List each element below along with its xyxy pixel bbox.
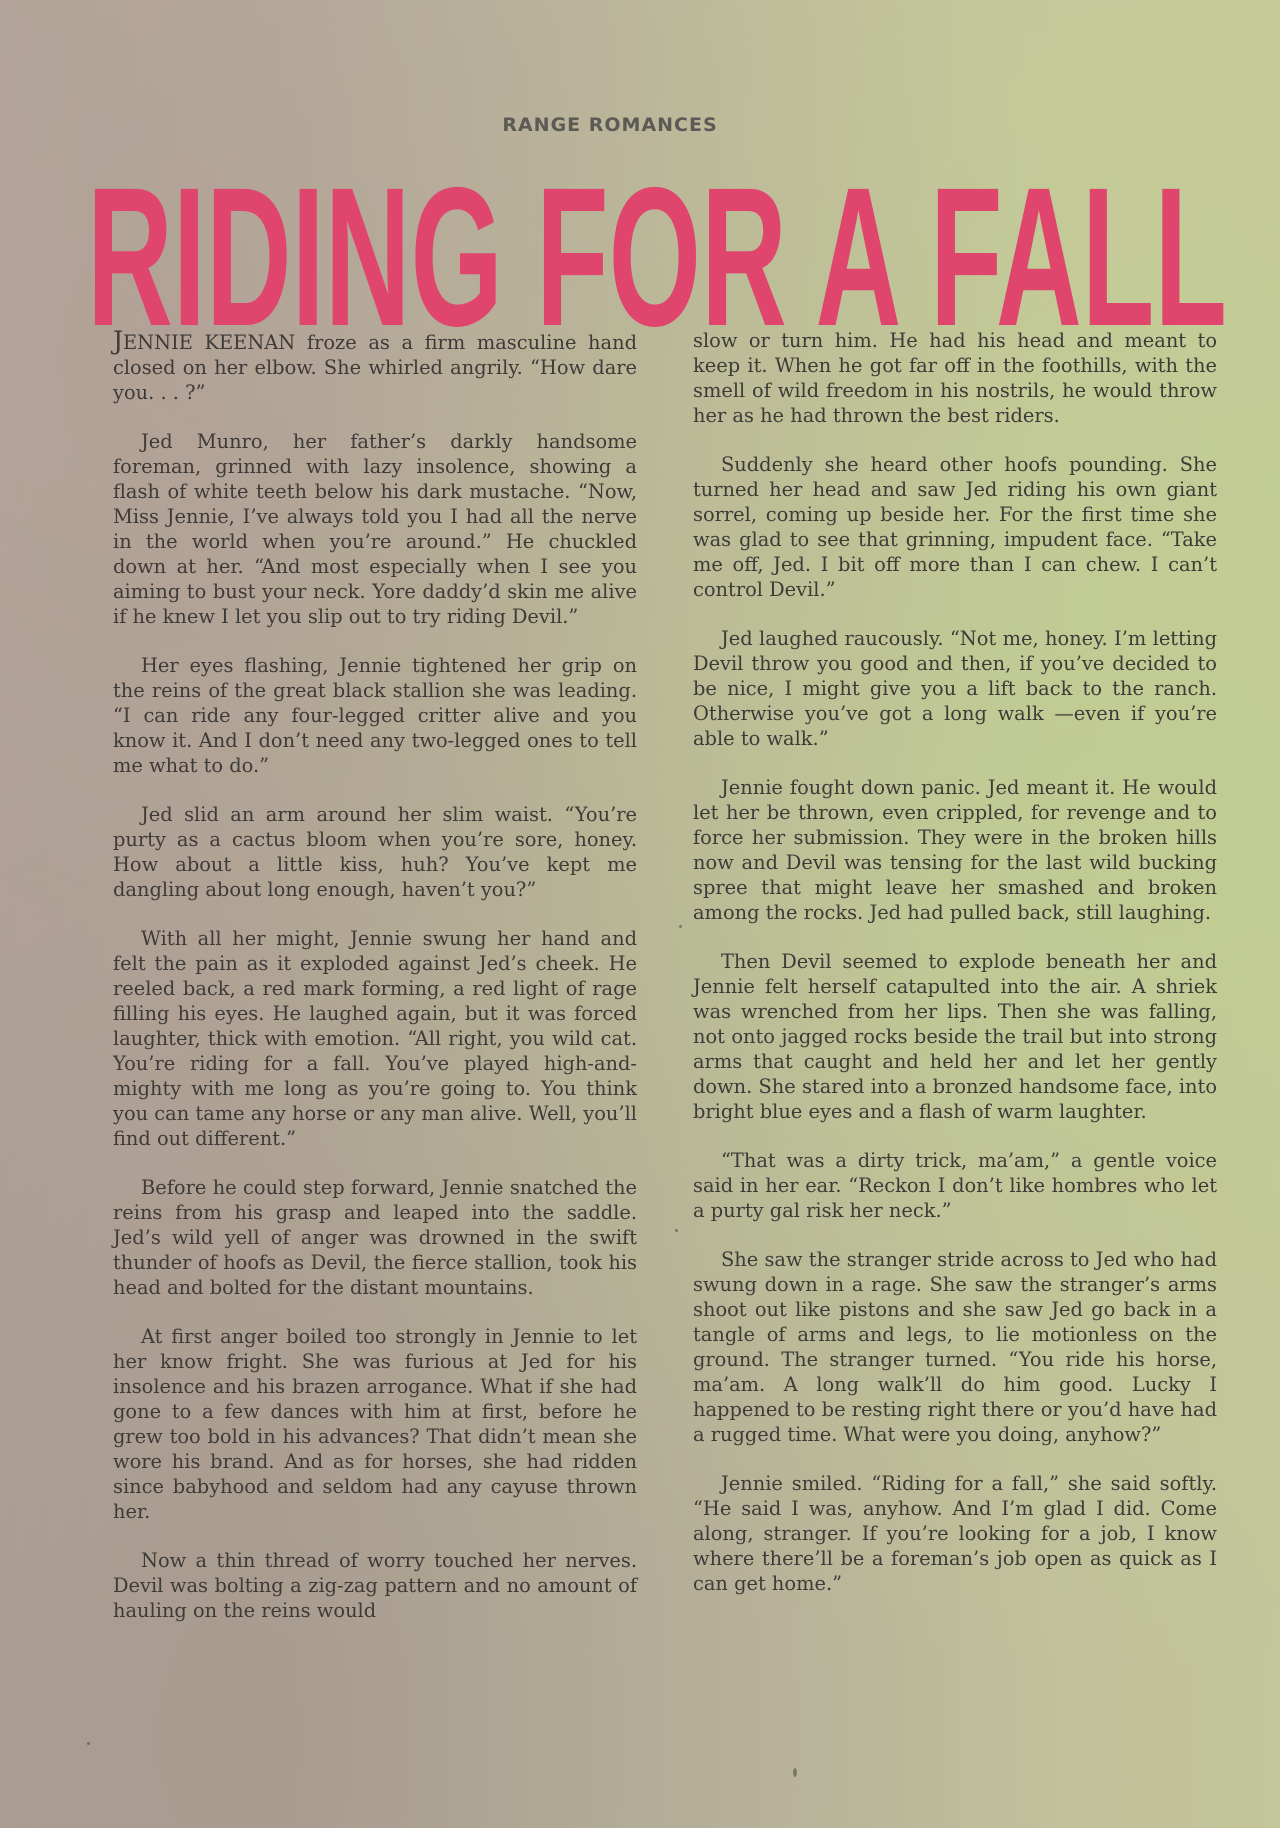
paragraph: At first anger boiled too strongly in Jennie to let her know fright. She was furious at Jed for his insolence and his brazen arrogance. What if she had gone to a few dances with him at first, before he grew too bold in his advances? That didn’t mean she wore his brand. And as for horses, she had ridden since babyhood and seldom had any cayuse thrown her. (113, 1325, 637, 1523)
paragraph: Suddenly she heard other hoofs pounding. She turned her head and saw Jed riding his own giant sorrel, coming up beside her. For the first time she was glad to see that grinning, impudent face. “Take me off, Jed. I bit off more than I can chew. I can’t control Devil.” (693, 453, 1217, 601)
paragraph: Then Devil seemed to explode beneath her and Jennie felt herself catapulted into the air. A shriek was wrenched from her lips. Then she was falling, not onto jagged rocks beside the trail but into strong arms that caught and held her and let her gently down. She stared into a bronzed handsome face, into bright blue eyes and a flash of warm laughter. (693, 950, 1217, 1123)
paper-speck (793, 1768, 797, 1777)
paragraph: Jennie fought down panic. Jed meant it. He would let her be thrown, even crippled, for revenge and to force her submission. They were in the broken hills now and Devil was tensing for the last wild bucking spree that might leave her smashed and broken among the rocks. Jed had pulled back, still laughing. (693, 776, 1217, 924)
paragraph: JENNIE KEENAN froze as a firm masculine hand closed on her elbow. She whirled angrily. “How dare you. . . ?” (113, 326, 637, 404)
paragraph: Her eyes flashing, Jennie tightened her grip on the reins of the great black stallion she was leading. “I can ride any four-legged critter alive and you know it. And I don’t need any two-legged ones to tell me what to do.” (113, 654, 637, 777)
paper-speck (679, 925, 682, 928)
paper-speck (87, 1742, 90, 1745)
paper-speck (675, 1229, 678, 1232)
paragraph: Before he could step forward, Jennie snatched the reins from his grasp and leaped into the saddle. Jed’s wild yell of anger was drowned in the swift thunder of hoofs as Devil, the fierce stallion, took his head and bolted for the distant mountains. (113, 1176, 637, 1299)
story-title-art (82, 140, 1232, 345)
story-title-text: RIDING FOR A FALL (86, 147, 1227, 345)
paragraph: Jennie smiled. “Riding for a fall,” she said softly. “He said I was, anyhow. And I’m glad I did. Come along, stranger. If you’re looking for a job, I know where there’ll be a foreman’s job open as quick as I can get home.” (693, 1472, 1217, 1595)
left-column (113, 328, 637, 1647)
paragraph: She saw the stranger stride across to Jed who had swung down in a rage. She saw the stranger’s arms shoot out like pistons and she saw Jed go back in a tangle of arms and legs, to lie motionless on the ground. The stranger turned. “You ride his horse, ma’am. A long walk’ll do him good. Lucky I happened to be resting right there or you’d have had a rugged time. What were you doing, anyhow?” (693, 1248, 1217, 1446)
paragraph: Jed Munro, her father’s darkly handsome foreman, grinned with lazy insolence, showing a flash of white teeth below his dark mustache. “Now, Miss Jennie, I’ve always told you I had all the nerve in the world when you’re around.” He chuckled down at her. “And most especially when I see you aiming to bust your neck. Yore daddy’d skin me alive if he knew I let you slip out to try riding Devil.” (113, 430, 637, 628)
paragraph: Now a thin thread of worry touched her nerves. Devil was bolting a zig-zag pattern and no amount of hauling on the reins would (113, 1549, 637, 1622)
story-title (82, 140, 1232, 345)
paragraph: “That was a dirty trick, ma’am,” a gentle voice said in her ear. “Reckon I don’t like hombres who let a purty gal risk her neck.” (693, 1149, 1217, 1222)
paragraph: slow or turn him. He had his head and meant to keep it. When he got far off in the foothills, with the smell of wild freedom in his nostrils, he would throw her as he had thrown the best riders. (693, 329, 1217, 427)
right-column (693, 328, 1217, 1620)
paragraph: Jed laughed raucously. “Not me, honey. I’m letting Devil throw you good and then, if you’ve decided to be nice, I might give you a lift back to the ranch. Otherwise you’ve got a long walk —even if you’re able to walk.” (693, 627, 1217, 750)
story-columns (113, 328, 1223, 1728)
paragraph: Jed slid an arm around her slim waist. “You’re purty as a cactus bloom when you’re sore, honey. How about a little kiss, huh? You’ve kept me dangling about long enough, haven’t you?” (113, 803, 637, 901)
paragraph: With all her might, Jennie swung her hand and felt the pain as it exploded against Jed’s cheek. He reeled back, a red mark forming, a red light of rage filling his eyes. He laughed again, but it was forced laughter, thick with emotion. “All right, you wild cat. You’re riding for a fall. You’ve played high-and-mighty with me long as you’re going to. You think you can tame any horse or any man alive. Well, you’ll find out different.” (113, 927, 637, 1150)
series-name: RANGE ROMANCES (502, 114, 718, 136)
